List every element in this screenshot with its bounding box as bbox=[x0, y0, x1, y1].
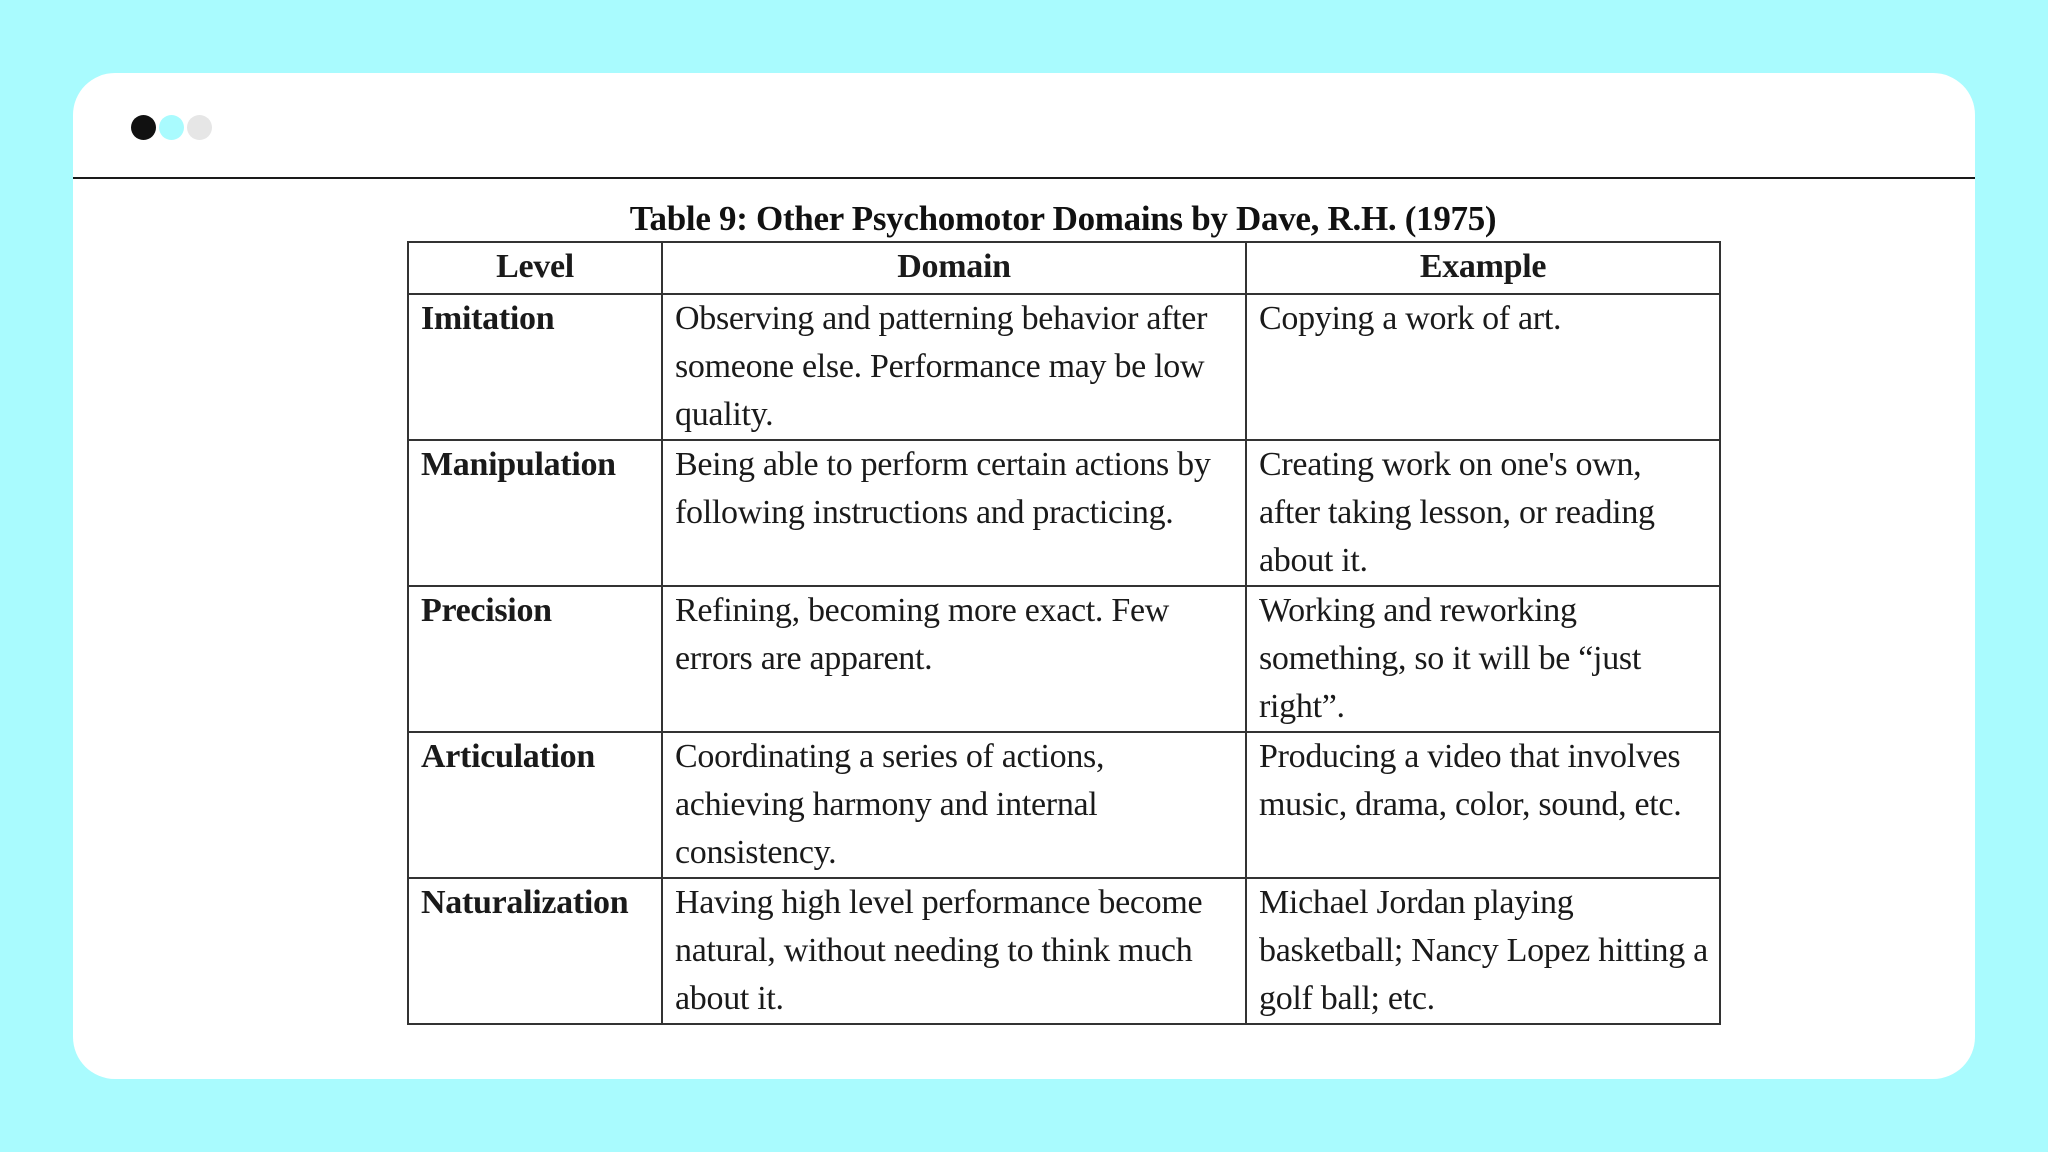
window-dot-maximize[interactable] bbox=[187, 115, 212, 140]
cell-example: Working and reworking something, so it will be “just right”. bbox=[1246, 586, 1720, 732]
cell-example: Creating work on one's own, after taking lesson, or reading about it. bbox=[1246, 440, 1720, 586]
cell-level: Articulation bbox=[408, 732, 662, 878]
table-title: Table 9: Other Psychomotor Domains by Dave, R.H. (1975) bbox=[629, 199, 1497, 238]
header-example: Example bbox=[1246, 242, 1720, 294]
cell-level: Imitation bbox=[408, 294, 662, 440]
table-row bbox=[408, 878, 1720, 1024]
header-domain: Domain bbox=[662, 242, 1246, 294]
cell-level: Manipulation bbox=[408, 440, 662, 586]
window-content bbox=[73, 179, 1975, 1079]
cell-level: Naturalization bbox=[408, 878, 662, 1024]
header-level: Level bbox=[408, 242, 662, 294]
window-dot-close[interactable] bbox=[131, 115, 156, 140]
cell-example: Producing a video that involves music, drama, color, sound, etc. bbox=[1246, 732, 1720, 878]
table-row bbox=[408, 440, 1720, 586]
table-header-row bbox=[408, 242, 1720, 294]
cell-domain: Observing and patterning behavior after someone else. Performance may be low quality. bbox=[662, 294, 1246, 440]
table-row bbox=[408, 586, 1720, 732]
psychomotor-table bbox=[407, 241, 1721, 1025]
cell-domain: Coordinating a series of actions, achieving harmony and internal consistency. bbox=[662, 732, 1246, 878]
cell-domain: Having high level performance become natural, without needing to think much about it. bbox=[662, 878, 1246, 1024]
window-titlebar bbox=[73, 73, 1975, 179]
cell-domain: Refining, becoming more exact. Few errors are apparent. bbox=[662, 586, 1246, 732]
cell-level: Precision bbox=[408, 586, 662, 732]
table-row bbox=[408, 294, 1720, 440]
document-image bbox=[407, 199, 1719, 1025]
window-dot-minimize[interactable] bbox=[159, 115, 184, 140]
cell-example: Michael Jordan playing basketball; Nancy Lopez hitting a golf ball; etc. bbox=[1246, 878, 1720, 1024]
table-row bbox=[408, 732, 1720, 878]
cell-example: Copying a work of art. bbox=[1246, 294, 1720, 440]
window-card bbox=[73, 73, 1975, 1079]
cell-domain: Being able to perform certain actions by following instructions and practicing. bbox=[662, 440, 1246, 586]
